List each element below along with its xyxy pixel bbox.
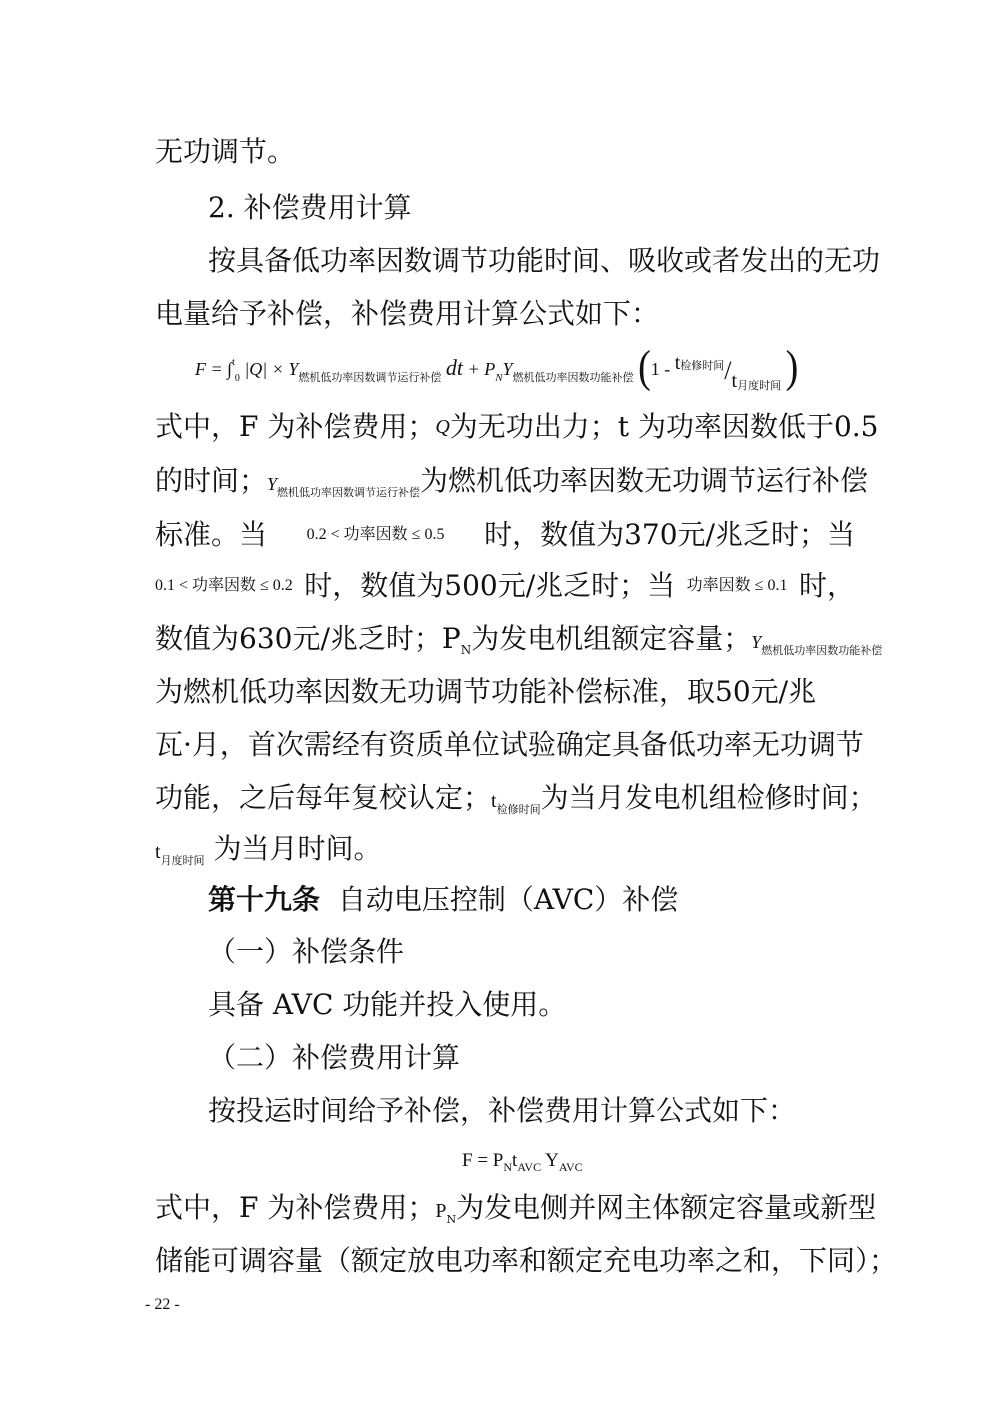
symbol-q: Q: [435, 416, 450, 438]
formula-one-minus: 1 -: [650, 359, 671, 379]
formula-lhs: F = P: [462, 1150, 504, 1171]
y-subscript: 燃机低功率因数功能补偿: [761, 644, 883, 657]
symbol-t: t: [491, 790, 497, 812]
formula-plus-p: + P: [467, 359, 496, 379]
page-number: - 22 -: [145, 1296, 180, 1313]
integral-upper: t: [232, 357, 235, 368]
text-line-18: [208, 1093, 848, 1129]
text: 的时间；: [155, 464, 268, 497]
formula-slash: /: [724, 356, 732, 385]
formula-abs-q: |Q| × Y: [244, 359, 299, 379]
condition: 功率因数 ≤ 0.1: [686, 577, 788, 594]
pn-subscript: N: [460, 643, 472, 657]
text-line-19: [155, 1190, 877, 1232]
t-subscript: 月度时间: [160, 854, 205, 867]
t1-subscript: 检修时间: [680, 360, 725, 372]
text: 2. 补偿费用计算: [208, 191, 412, 224]
article-19-heading: [208, 882, 848, 918]
text-line-7: [155, 517, 855, 553]
text: 无功调节。: [155, 135, 296, 168]
text: 时，: [798, 569, 855, 602]
text: 为无功出力；t 为功率因数低于0.5: [449, 410, 879, 443]
text: 为发电侧并网主体额定容量或新型: [456, 1191, 877, 1224]
formula-y2: Y: [502, 359, 513, 379]
text: 时，数值为500元/兆乏时；当: [304, 569, 676, 602]
text: 电量给予补偿，补偿费用计算公式如下：: [155, 297, 660, 330]
article-title: 自动电压控制（AVC）补偿: [337, 883, 679, 916]
text: 为燃机低功率因数无功调节功能补偿标准，取50元/兆: [155, 675, 817, 708]
subheading-2: [208, 1040, 848, 1076]
text-line-13: [155, 831, 855, 873]
text: 瓦·月，首次需经有资质单位试验确定具备低功率无功调节: [155, 728, 864, 761]
y2-subscript: 燃机低功率因数功能补偿: [512, 372, 634, 384]
symbol-y: Y: [267, 474, 278, 494]
left-paren: (: [638, 341, 651, 393]
formula-t2: t: [731, 370, 738, 392]
text: 为发电机组额定容量；: [471, 622, 752, 655]
text: 为当月时间。: [213, 832, 382, 865]
text: 按具备低功率因数调节功能时间、吸收或者发出的无功: [208, 244, 881, 277]
formula-dt: dt: [445, 355, 464, 380]
integral-lower: 0: [234, 373, 240, 384]
text-line-4: [155, 296, 855, 332]
t-subscript: 检修时间: [496, 803, 541, 816]
p-subscript: N: [446, 1213, 457, 1226]
text-line-5: [155, 409, 879, 445]
formula-t1: t: [674, 352, 681, 374]
avc-subscript: AVC: [517, 1160, 542, 1174]
formula-compensation: [195, 341, 815, 393]
text: 为当月发电机组检修时间；: [540, 781, 877, 814]
symbol-y: Y: [751, 632, 762, 652]
text-line-6: [155, 463, 869, 505]
pn-subscript: N: [495, 372, 503, 384]
subheading-1: [208, 934, 848, 970]
text: 式中，F 为补偿费用；: [155, 410, 436, 443]
article-number: 第十九条: [208, 883, 321, 916]
text: 按投运时间给予补偿，补偿费用计算公式如下：: [208, 1094, 797, 1127]
text: （一）补偿条件: [208, 935, 405, 968]
avc-subscript: AVC: [558, 1160, 583, 1174]
text: 储能可调容量（额定放电功率和额定充电功率之和，下同）；: [155, 1244, 898, 1277]
text: 时，数值为370元/兆乏时；当: [484, 518, 855, 551]
formula-t: t: [512, 1150, 518, 1171]
condition: 0.2 < 功率因数 ≤ 0.5: [306, 526, 445, 543]
text-line-16: [208, 987, 848, 1023]
text-line-8: [155, 568, 855, 604]
text: 功能，之后每年复校认定；: [155, 781, 492, 814]
text-line-3: [208, 243, 881, 279]
text-line-20: [155, 1243, 898, 1279]
section-heading-2: [208, 190, 848, 226]
symbol-t: t: [155, 841, 161, 863]
y1-subscript: 燃机低功率因数调节运行补偿: [298, 372, 442, 384]
text-line-12: [155, 780, 877, 822]
formula-avc: [462, 1150, 583, 1172]
formula-y: Y: [545, 1150, 559, 1171]
n-subscript: N: [503, 1160, 513, 1174]
y-subscript: 燃机低功率因数调节运行补偿: [277, 486, 421, 499]
condition: 0.1 < 功率因数 ≤ 0.2: [155, 577, 293, 594]
text-line-11: [155, 727, 864, 763]
text-line-10: [155, 674, 855, 710]
text-line-1: [155, 134, 855, 170]
symbol-p: P: [435, 1200, 447, 1222]
text: 式中，F 为补偿费用；: [155, 1191, 436, 1224]
text-line-9: [155, 621, 883, 663]
text: 为燃机低功率因数无功调节运行补偿: [420, 464, 869, 497]
text: （二）补偿费用计算: [208, 1041, 461, 1074]
right-paren: ): [785, 341, 799, 393]
t2-subscript: 月度时间: [737, 380, 782, 392]
text: 具备 AVC 功能并投入使用。: [208, 988, 567, 1021]
formula-lhs: F = ∫: [195, 359, 233, 379]
text: 标准。当: [155, 518, 268, 551]
text: 数值为630元/兆乏时；P: [155, 622, 461, 655]
